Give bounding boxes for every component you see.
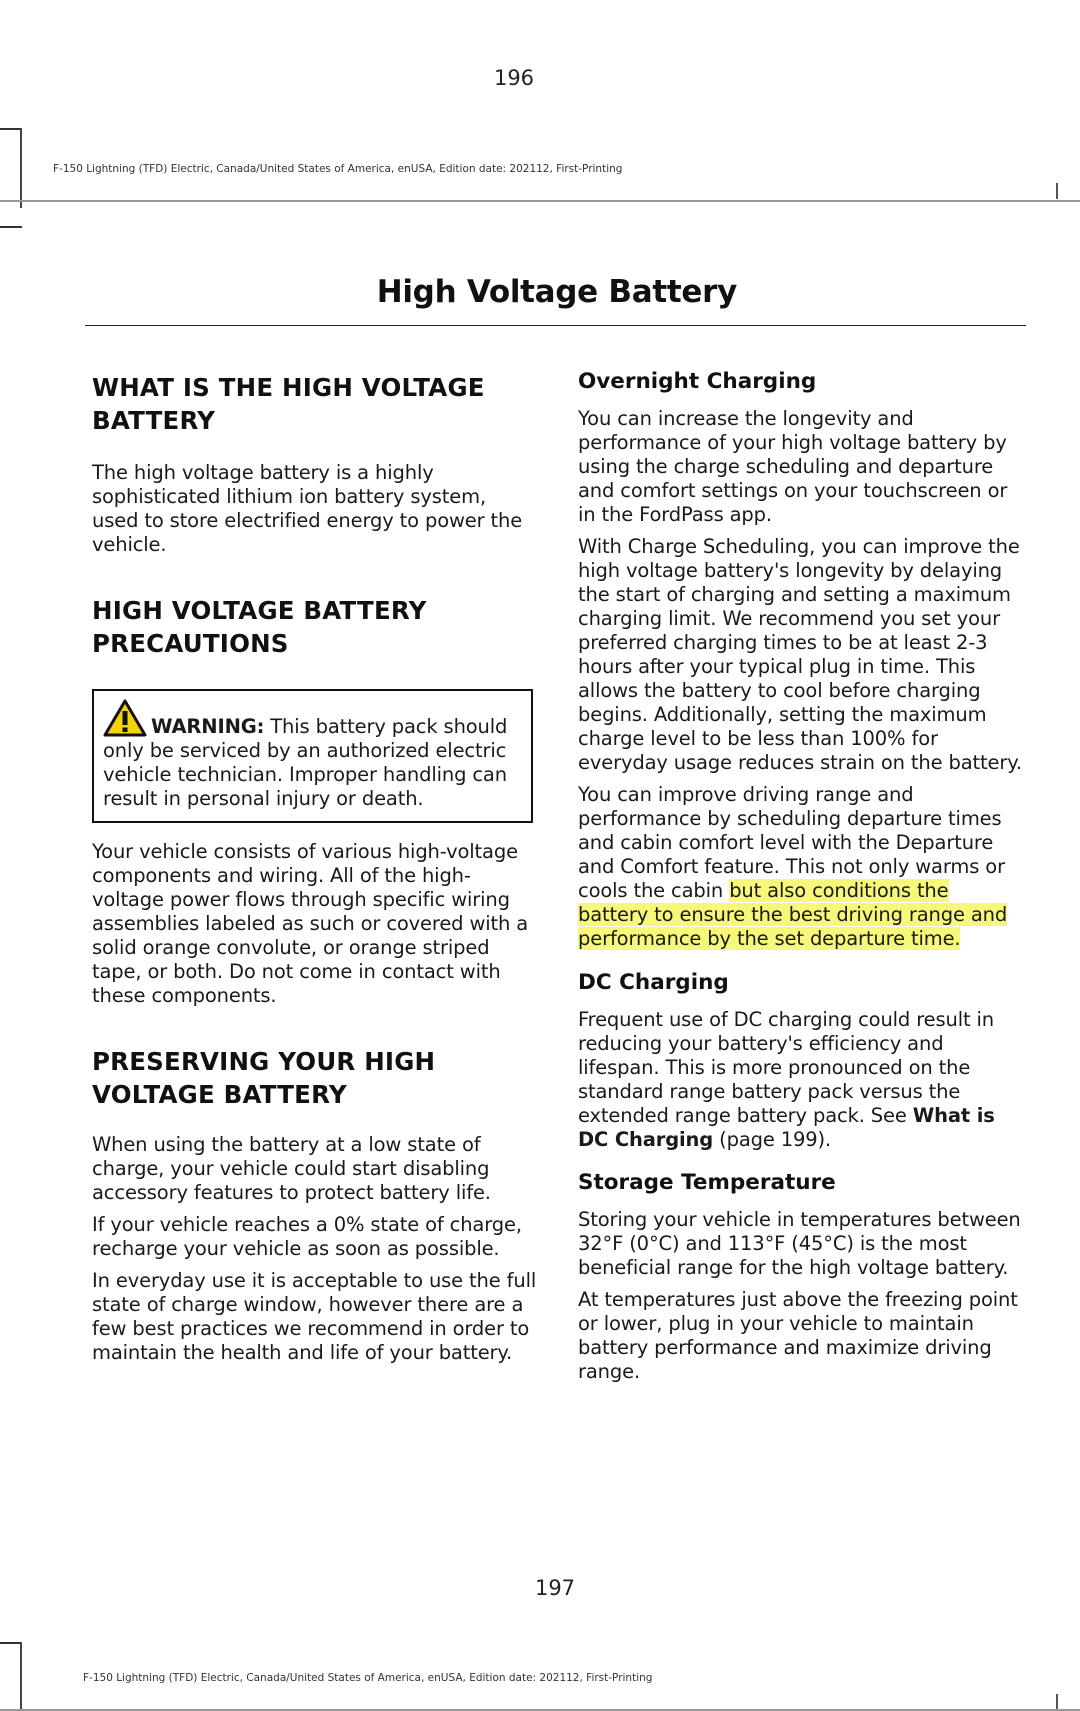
page-title: High Voltage Battery [376,274,737,310]
highlighted-text: but also conditions the battery to ensure the best driving range and performance by the set departure time. [578,879,1008,950]
bottom-page-number: 197 [534,1576,576,1600]
warning-message: This battery pack should only be serviced by an authorized electric vehicle technician. Improper handling can result in personal injury or death. [103,715,508,810]
section-heading-what-is [92,371,537,437]
dc-paragraph [578,1008,1023,1152]
heading-line: HIGH VOLTAGE BATTERY [92,596,427,625]
top-page-number: 196 [493,66,535,90]
warning-box [92,689,533,823]
preserving-paragraph-1: When using the battery at a low state of charge, your vehicle could start disabling accessory features to protect battery life. [92,1133,491,1204]
left-column [92,371,537,1365]
top-edition-text: F-150 Lightning (TFD) Electric, Canada/United States of America, enUSA, Edition date: 202112, First-Printing [53,163,623,175]
crop-mark-left [20,128,22,208]
dc-paragraph-text: Frequent use of DC charging could result in reducing your battery's efficiency and lifespan. This is more pronounced on the standard range battery pack versus the extended range battery pack. See [578,1008,994,1127]
storage-paragraph-1: Storing your vehicle in temperatures between 32°F (0°C) and 113°F (45°C) is the most beneficial range for the high voltage battery. [578,1208,1021,1279]
overnight-paragraph-1: You can increase the longevity and performance of your high voltage battery by using the charge scheduling and departure and comfort settings on your touchscreen or in the FordPass app. [578,407,1008,526]
overnight-paragraph-3-text: You can improve driving range and performance by scheduling departure times and cabin comfort level with the Departure and Comfort feature. This not only warms or cools the cabin [578,783,1005,902]
what-is-body: The high voltage battery is a highly sophisticated lithium ion battery system, used to store electrified energy to power the vehicle. [92,461,523,556]
precautions-body: Your vehicle consists of various high-voltage components and wiring. All of the high-voltage power flows through specific wiring assemblies labeled as such or covered with a solid orange convolute, or orange striped tape, or both. Do not come in contact with these components. [92,840,529,1007]
overnight-paragraph-2: With Charge Scheduling, you can improve the high voltage battery's longevity by delaying the start of charging and setting a maximum charging limit. We recommend you set your preferred charging times to be at least 2-3 hours after your typical plug in time. This allows the battery to cool before charging begins. Additionally, setting the maximum charge level to be less than 100% for everyday usage reduces strain on the battery. [578,535,1022,774]
warning-text [103,699,522,811]
heading-line: WHAT IS THE HIGH VOLTAGE [92,373,485,402]
bottom-edition-text: F-150 Lightning (TFD) Electric, Canada/United States of America, enUSA, Edition date: 202112, First-Printing [83,1672,653,1684]
preserving-paragraph-2: If your vehicle reaches a 0% state of charge, recharge your vehicle as soon as possible. [92,1213,522,1260]
section-heading-precautions [92,594,537,660]
storage-paragraph-2: At temperatures just above the freezing point or lower, plug in your vehicle to maintain battery performance and maximize driving range. [578,1288,1018,1383]
crop-mark-right [1056,183,1058,199]
heading-line: PRESERVING YOUR HIGH [92,1047,436,1076]
heading-line: BATTERY [92,406,216,435]
dc-page-ref: (page 199). [713,1128,832,1151]
overnight-paragraph-3 [578,783,1023,951]
dc-charging-link[interactable]: What is DC Charging [578,1104,995,1151]
crop-mark-footer-left [20,1642,22,1711]
section-heading-preserving [92,1045,537,1111]
subheading-dc-charging: DC Charging [578,970,729,995]
subheading-storage-temperature: Storage Temperature [578,1170,836,1195]
subheading-overnight-charging: Overnight Charging [578,369,817,394]
warning-label: WARNING: [151,715,265,738]
crop-mark-footer-top [0,1642,22,1644]
crop-mark-bottom [0,226,22,228]
page-divider [0,200,1080,202]
right-column [578,368,1023,1384]
preserving-paragraph-3: In everyday use it is acceptable to use the full state of charge window, however there are a few best practices we recommend in order to maintain the health and life of your battery. [92,1269,537,1364]
crop-mark-top [0,128,22,130]
heading-line: VOLTAGE BATTERY [92,1080,347,1109]
title-rule [85,325,1026,326]
warning-triangle-icon [103,699,147,737]
heading-line: PRECAUTIONS [92,629,289,658]
